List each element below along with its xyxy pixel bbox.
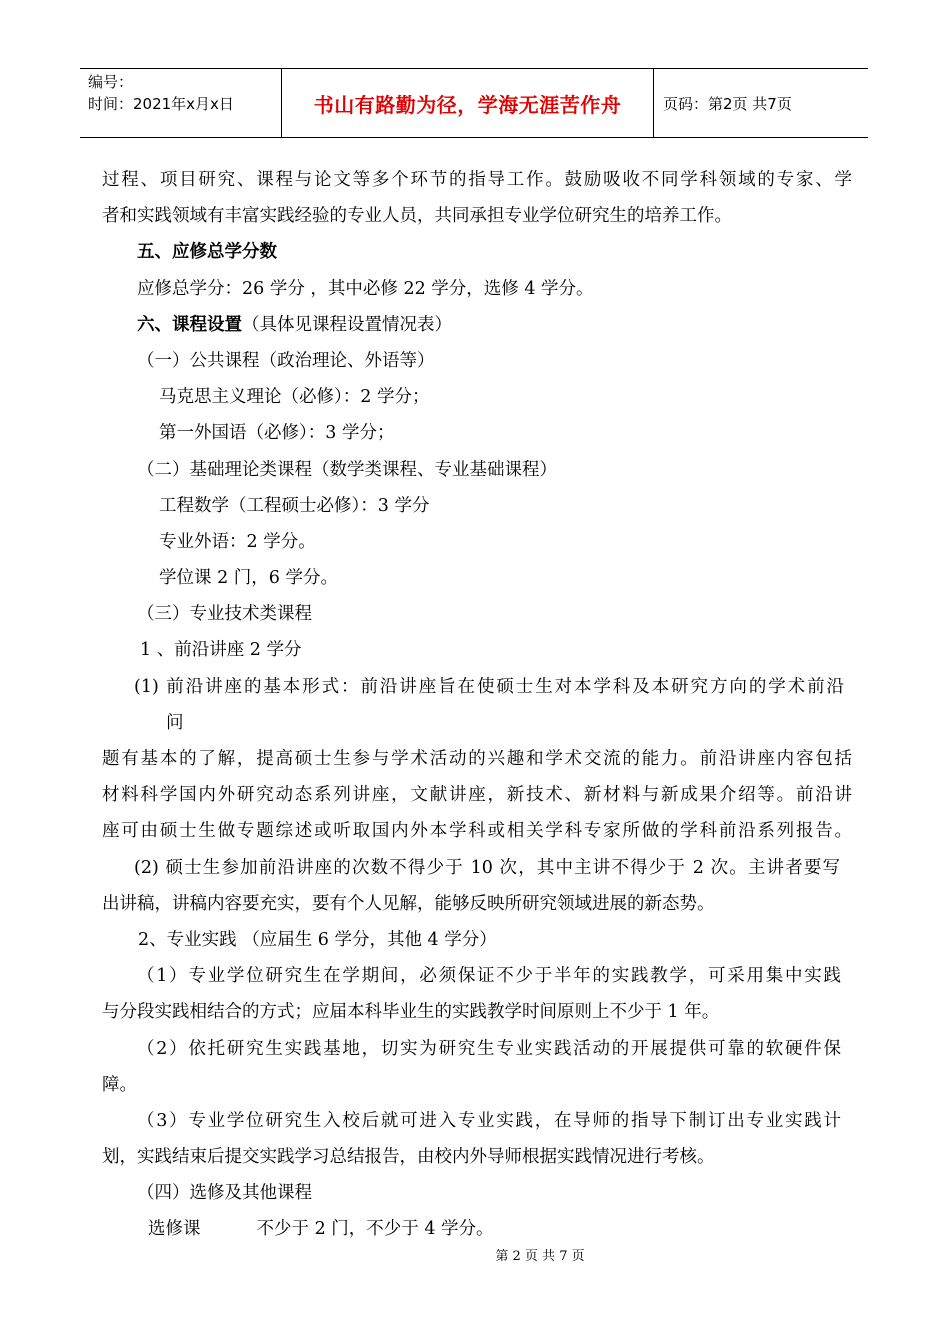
time-label: 时间：2021年x月x日 [88,95,234,113]
paragraph-line: 题有基本的了解，提高硕士生参与学术活动的兴趣和学术交流的能力。前沿讲座内容包括 [102,749,852,769]
page-footer: 第 2 页 共 7 页 [495,1249,585,1264]
elective-label: 选修课 [148,1219,201,1240]
paragraph-line: 问 [166,712,184,733]
paragraph-line: 划，实践结束后提交实践学习总结报告，由校内外导师根据实践情况进行考核。 [102,1147,715,1168]
section-6-title: 六、课程设置 [137,314,242,335]
section-5-heading: 五、应修总学分数 [137,242,277,263]
paragraph-line: 过程、项目研究、课程与论文等多个环节的指导工作。鼓励吸收不同学科领域的专家、学 [102,170,852,190]
header-page-cell [654,69,868,137]
paragraph-line: 座可由硕士生做专题综述或听取国内外本学科或相关学科专家所做的学科前沿系列报告。 [102,821,852,842]
public-courses-heading: （一）公共课程（政治理论、外语等） [137,350,435,371]
total-credits-text: 应修总学分：26 学分 ，其中必修 22 学分，选修 4 学分。 [137,278,594,299]
course-item: 学位课 2 门，6 学分。 [159,568,338,589]
header-motto: 书山有路勤为径，学海无涯苦作舟 [313,92,622,117]
course-item: 专业外语：2 学分。 [159,531,316,552]
paragraph-line: (2) 硕士生参加前沿讲座的次数不得少于 10 次，其中主讲不得少于 2 次。主讲者要写 [134,857,840,878]
header-meta-cell [80,69,282,137]
tech-courses-heading: （三）专业技术类课程 [137,604,312,625]
course-item: 马克思主义理论（必修）：2 学分； [159,387,430,408]
elective-row [102,1211,852,1247]
lecture-heading: 1 、前沿讲座 2 学分 [140,640,302,661]
page-header [80,68,868,138]
paragraph-line: （2）依托研究生实践基地，切实为研究生专业实践活动的开展提供可靠的软硬件保 [137,1038,841,1059]
practice-heading: 2、专业实践 （应届生 6 学分，其他 4 学分） [138,929,497,950]
paragraph-line: 出讲稿，讲稿内容要充实，要有个人见解，能够反映所研究领域进展的新态势。 [102,893,715,914]
elective-value: 不少于 2 门，不少于 4 学分。 [256,1219,494,1240]
serial-number-label: 编号： [88,73,134,91]
document-body [102,162,852,1248]
paragraph-line: （3）专业学位研究生入校后就可进入专业实践，在导师的指导下制订出专业实践计 [137,1110,841,1131]
course-item: 工程数学（工程硕士必修）：3 学分 [159,495,430,516]
section-6-note: （具体见课程设置情况表） [242,314,452,335]
paragraph-line: 与分段实践相结合的方式；应届本科毕业生的实践教学时间原则上不少于 1 年。 [102,1002,720,1023]
section-6-heading [102,307,852,343]
paragraph-line: （1）专业学位研究生在学期间，必须保证不少于半年的实践教学，可采用集中实践 [137,966,841,987]
header-page-number: 页码：第2页 共7页 [663,94,792,113]
paragraph-line: 障。 [102,1074,137,1095]
paragraph-line: (1) 前沿讲座的基本形式：前沿讲座旨在使硕士生对本学科及本研究方向的学术前沿 [134,676,844,697]
header-motto-cell [282,69,654,137]
paragraph-line: 材料科学国内外研究动态系列讲座，文献讲座，新技术、新材料与新成果介绍等。前沿讲 [102,785,852,806]
basic-courses-heading: （二）基础理论类课程（数学类课程、专业基础课程） [137,459,557,480]
paragraph-line: 者和实践领域有丰富实践经验的专业人员，共同承担专业学位研究生的培养工作。 [102,206,732,227]
elective-heading: （四）选修及其他课程 [137,1183,312,1204]
course-item: 第一外国语（必修）：3 学分； [159,423,395,444]
